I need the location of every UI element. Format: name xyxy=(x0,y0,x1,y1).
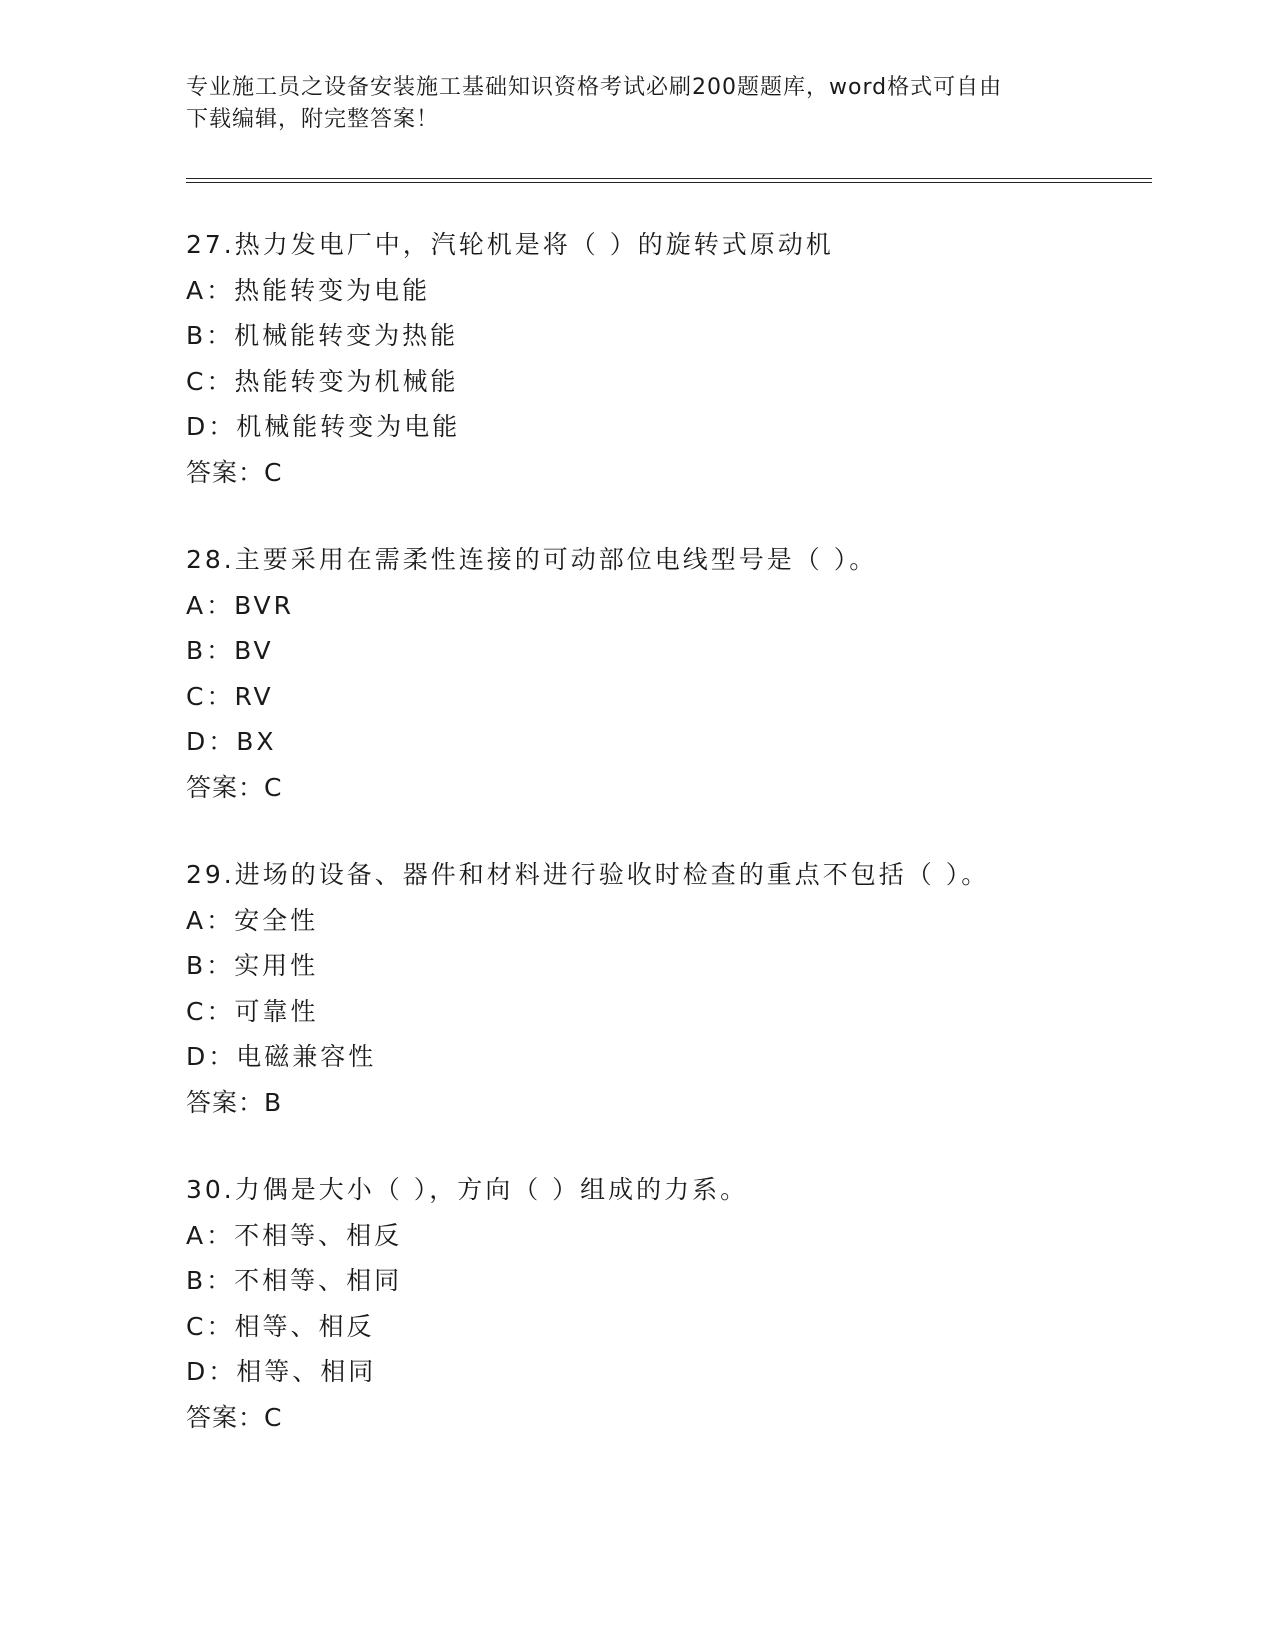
option-a: A：安全性 xyxy=(186,905,319,935)
option-a: A：不相等、相反 xyxy=(186,1220,403,1250)
option-c: C：热能转变为机械能 xyxy=(186,366,459,396)
document-header xyxy=(186,72,1066,136)
option-b: B：机械能转变为热能 xyxy=(186,321,459,350)
header-line-1: 专业施工员之设备安装施工基础知识资格考试必刷200题题库，word格式可自由 xyxy=(186,75,1003,100)
option-d: D：机械能转变为电能 xyxy=(186,412,461,441)
header-divider-top xyxy=(186,178,1152,179)
question-29 xyxy=(186,852,1152,1125)
option-b: B：不相等、相同 xyxy=(186,1266,403,1295)
option-a: A：热能转变为电能 xyxy=(186,275,431,305)
option-c: C：RV xyxy=(186,681,274,711)
question-27 xyxy=(186,222,1152,495)
question-stem: 30.力偶是大小（ ），方向（ ）组成的力系。 xyxy=(186,1175,749,1204)
question-stem: 29.进场的设备、器件和材料进行验收时检查的重点不包括（ ）。 xyxy=(186,860,990,889)
question-stem: 27.热力发电厂中，汽轮机是将（ ）的旋转式原动机 xyxy=(186,230,834,259)
question-30 xyxy=(186,1167,1152,1440)
option-d: D：相等、相同 xyxy=(186,1357,377,1386)
option-d: D：电磁兼容性 xyxy=(186,1042,377,1071)
option-d: D：BX xyxy=(186,727,277,756)
option-a: A：BVR xyxy=(186,590,294,620)
header-line-2: 下载编辑，附完整答案！ xyxy=(186,107,440,132)
option-c: C：相等、相反 xyxy=(186,1311,375,1341)
answer-text: 答案：C xyxy=(186,457,283,487)
option-c: C：可靠性 xyxy=(186,996,319,1026)
answer-text: 答案：C xyxy=(186,772,283,802)
answer-text: 答案：B xyxy=(186,1087,283,1117)
option-b: B：BV xyxy=(186,636,274,665)
question-28 xyxy=(186,537,1152,810)
option-b: B：实用性 xyxy=(186,951,319,980)
answer-text: 答案：C xyxy=(186,1402,283,1432)
question-stem: 28.主要采用在需柔性连接的可动部位电线型号是（ ）。 xyxy=(186,545,878,574)
header-divider-bottom xyxy=(186,182,1152,183)
